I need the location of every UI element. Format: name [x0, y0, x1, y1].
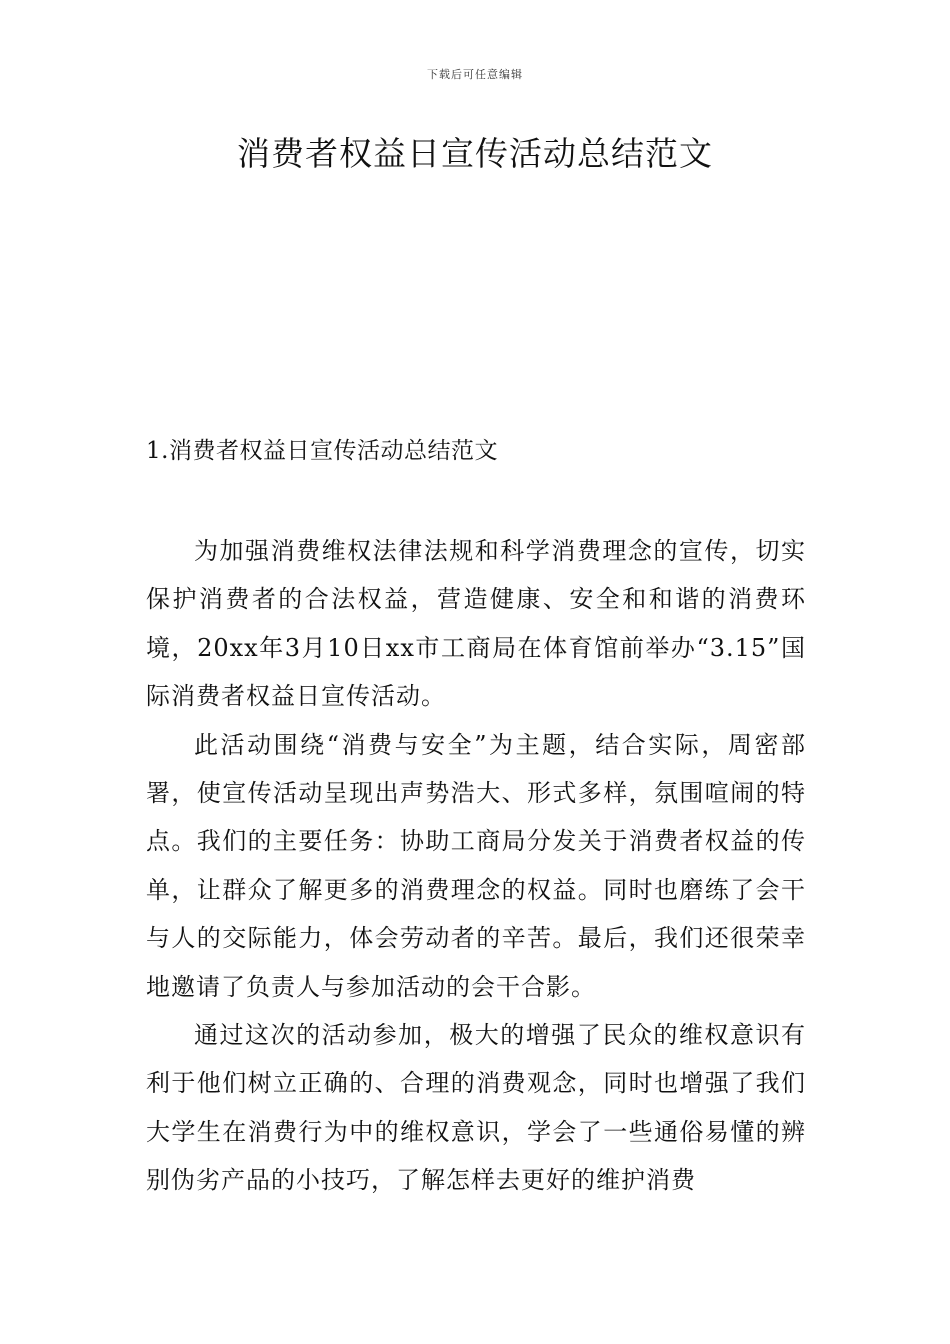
document-title: 消费者权益日宣传活动总结范文	[237, 134, 713, 173]
body-text	[146, 527, 806, 1205]
section-heading: 1.消费者权益日宣传活动总结范文	[146, 438, 498, 464]
paragraph: 通过这次的活动参加，极大的增强了民众的维权意识有利于他们树立正确的、合理的消费观念，同时也增强了我们大学生在消费行为中的维权意识，学会了一些通俗易懂的辨别伪劣产品的小技巧，了解怎样去更好的维护消费	[146, 1021, 806, 1195]
paragraph: 此活动围绕“消费与安全”为主题，结合实际，周密部署，使宣传活动呈现出声势浩大、形式多样，氛围喧闹的特点。我们的主要任务：协助工商局分发关于消费者权益的传单，让群众了解更多的消费理念的权益。同时也磨练了会干与人的交际能力，体会劳动者的辛苦。最后，我们还很荣幸地邀请了负责人与参加活动的会干合影。	[146, 730, 806, 1001]
paragraph: 为加强消费维权法律法规和科学消费理念的宣传，切实保护消费者的合法权益，营造健康、安全和和谐的消费环境，20xx年3月10日xx市工商局在体育馆前举办“3.15”国际消费者权益日宣传活动。	[146, 537, 806, 711]
header-note: 下载后可任意编辑	[427, 68, 523, 81]
